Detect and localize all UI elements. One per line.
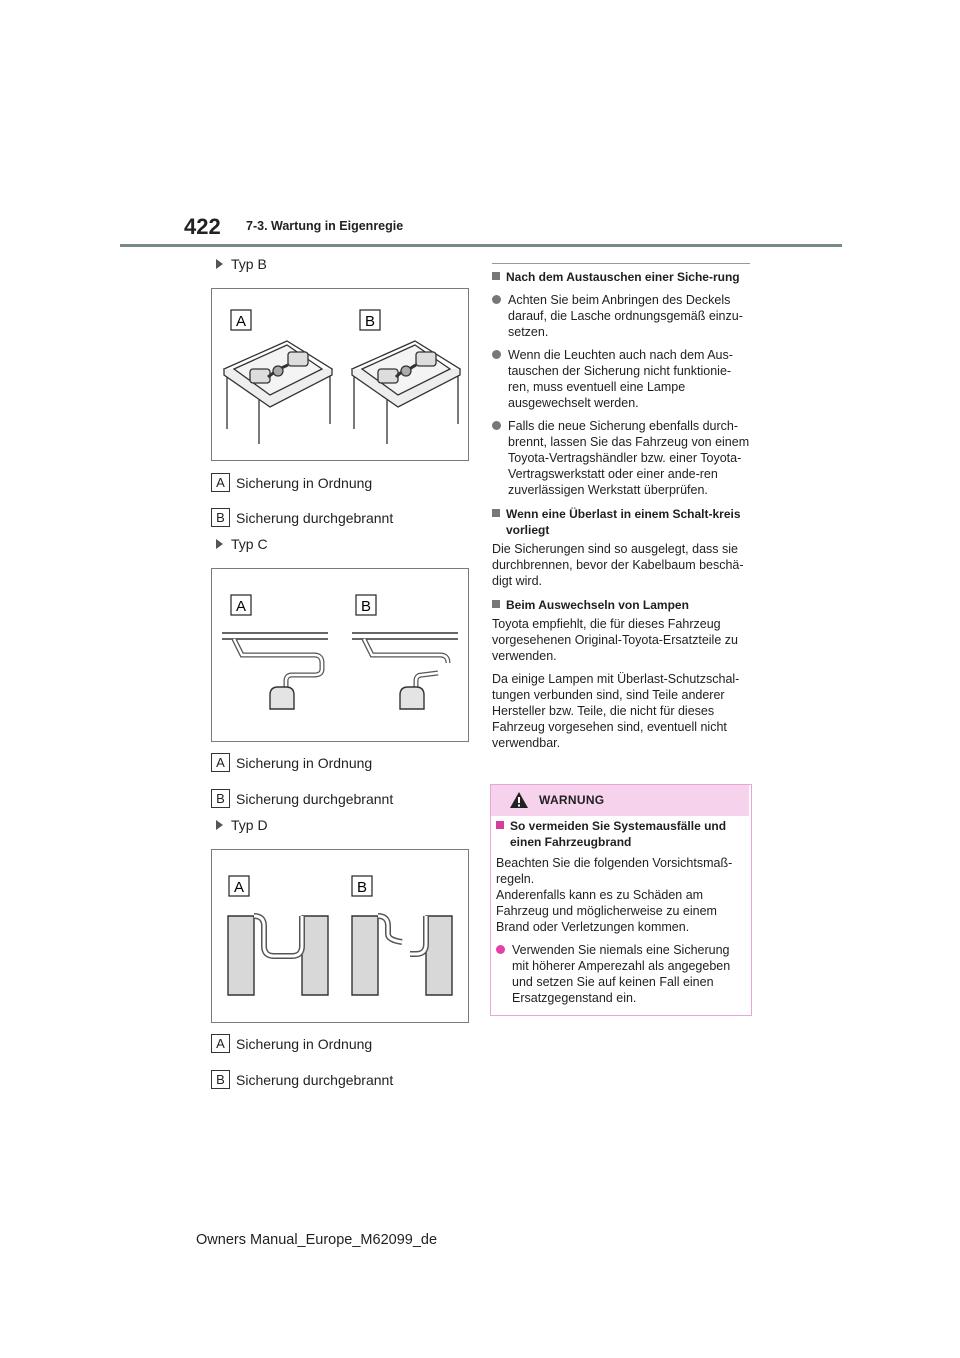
legend-b: B Sicherung durchgebrannt [211,789,393,808]
fuse-blown-drawing [352,916,452,995]
section-heading: Beim Auswechseln von Lampen [492,597,750,613]
header-rule [120,244,842,247]
square-bullet-icon [496,821,504,829]
legend-b: B Sicherung durchgebrannt [211,1070,393,1089]
legend-b: B Sicherung durchgebrannt [211,508,393,527]
fuse-good-drawing [222,633,328,709]
callout-b: B [356,879,368,896]
callout-b: B [364,313,376,330]
square-bullet-icon [492,600,500,608]
circle-bullet-icon [492,350,501,359]
fuse-blown-drawing [352,633,458,709]
section-after-replacing [492,269,750,751]
fuse-type-c-illustration [212,569,468,741]
figure-type-d [211,849,469,1023]
fuse-blown-drawing [352,341,460,444]
warning-content [496,818,746,1006]
page-number: 422 [184,214,221,239]
legend-a: A Sicherung in Ordnung [211,473,372,492]
paragraph: Da einige Lampen mit Überlast-Schutzschal-tungen verbunden sind, sind Teile anderer Hersteller bzw. Teile, die nicht für dieses Fahrzeug vorgesehen sind, eventuell nicht verwendbar. [492,672,740,750]
list-item: Verwenden Sie niemals eine Sicherung mit höherer Amperezahl als angegeben und setzen Sie auf keinen Fall einen Ersatzgegenstand ein. [496,942,746,1006]
paragraph: Beachten Sie die folgenden Vorsichtsmaß-regeln. [496,856,733,886]
fuse-good-drawing [224,341,332,444]
triangle-bullet-icon [216,820,223,830]
badge-a: A [211,473,230,492]
triangle-bullet-icon [216,539,223,549]
badge-b: B [211,508,230,527]
warning-title: WARNUNG [539,793,605,807]
square-bullet-icon [492,272,500,280]
paragraph: Die Sicherungen sind so ausgelegt, dass sie durchbrennen, bevor der Kabelbaum beschä-digt wird. [492,542,744,588]
circle-bullet-icon [492,295,501,304]
callout-b: B [360,598,372,615]
badge-a: A [211,753,230,772]
triangle-bullet-icon [216,259,223,269]
badge-a: A [211,1034,230,1053]
list-item: Achten Sie beim Anbringen des Deckels darauf, die Lasche ordnungsgemäß einzu-setzen. [492,292,750,340]
paragraph: Anderenfalls kann es zu Schäden am Fahrzeug und möglicherweise zu einem Brand oder Verletzungen kommen. [496,888,717,934]
footer-text: Owners Manual_Europe_M62099_de [196,1232,438,1248]
circle-bullet-icon [496,945,505,954]
type-c-label: Typ C [216,536,268,552]
legend-a: A Sicherung in Ordnung [211,753,372,772]
callout-a: A [235,598,247,615]
fuse-type-b-illustration [212,289,468,460]
section-heading: Nach dem Austauschen einer Siche-rung [492,269,750,285]
badge-b: B [211,789,230,808]
callout-a: A [235,313,247,330]
type-d-label: Typ D [216,817,268,833]
figure-type-b [211,288,469,461]
list-item: Falls die neue Sicherung ebenfalls durch-brennt, lassen Sie das Fahrzeug von einem Toyota-Vertragshändler bzw. einer Toyota-Vertragswerkstatt oder einer ande-ren zuverlässigen Werkstatt überprüfen. [492,418,750,498]
figure-type-c [211,568,469,742]
type-b-label: Typ B [216,256,267,272]
list-item: Wenn die Leuchten auch nach dem Aus-tauschen der Sicherung nicht funktionie-ren, muss eventuell eine Lampe ausgewechselt werden. [492,347,750,411]
square-bullet-icon [492,509,500,517]
circle-bullet-icon [492,421,501,430]
right-column-rule [492,263,750,264]
callout-a: A [233,879,245,896]
warning-heading: So vermeiden Sie Systemausfälle und einen Fahrzeugbrand [496,818,746,850]
fuse-type-d-illustration [212,850,468,1022]
section-title: 7-3. Wartung in Eigenregie [246,219,404,233]
fuse-good-drawing [228,916,328,995]
badge-b: B [211,1070,230,1089]
legend-a: A Sicherung in Ordnung [211,1034,372,1053]
paragraph: Toyota empfiehlt, die für dieses Fahrzeug vorgesehenen Original-Toyota-Ersatzteile zu verwenden. [492,617,738,663]
warning-header [491,785,749,816]
section-heading: Wenn eine Überlast in einem Schalt-kreis vorliegt [492,506,750,538]
warning-triangle-icon [509,791,529,809]
